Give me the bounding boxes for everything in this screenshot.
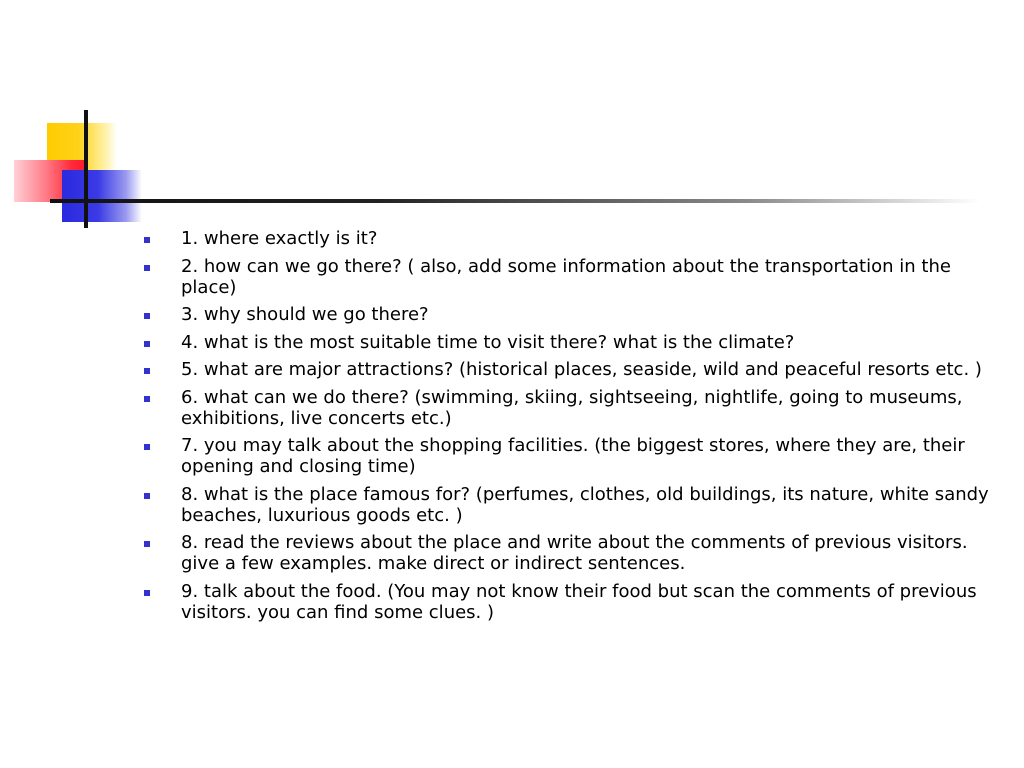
blue-square-decoration xyxy=(62,170,142,222)
list-item xyxy=(140,387,995,429)
vertical-rule xyxy=(84,110,88,228)
square-bullet-icon xyxy=(144,541,150,547)
horizontal-rule xyxy=(50,199,980,203)
square-bullet-icon xyxy=(144,341,150,347)
list-item-text: 6. what can we do there? (swimming, skiing, sightseeing, nightlife, going to museums, exhibitions, live concerts etc.) xyxy=(181,386,963,429)
list-item-text: 3. why should we go there? xyxy=(181,304,429,325)
list-item-text: 8. what is the place famous for? (perfumes, clothes, old buildings, its nature, white sandy beaches, luxurious goods etc. ) xyxy=(181,483,989,526)
square-bullet-icon xyxy=(144,493,150,499)
list-item-text: 7. you may talk about the shopping facilities. (the biggest stores, where they are, their opening and closing time) xyxy=(181,435,965,477)
list-item xyxy=(140,532,995,574)
list-item xyxy=(140,484,995,526)
list-item-text: 8. read the reviews about the place and write about the comments of previous visitors. give a few examples. make direct or indirect sentences. xyxy=(181,532,968,574)
list-item xyxy=(140,359,995,380)
list-item-text: 2. how can we go there? ( also, add some information about the transportation in the place) xyxy=(181,255,951,298)
list-item xyxy=(140,581,995,623)
slide-content xyxy=(140,228,995,629)
list-item-text: 1. where exactly is it? xyxy=(181,228,378,249)
list-item xyxy=(140,256,995,298)
square-bullet-icon xyxy=(144,313,150,319)
list-item xyxy=(140,304,995,325)
list-item-text: 5. what are major attractions? (historical places, seaside, wild and peaceful resorts etc. ) xyxy=(181,359,982,380)
square-bullet-icon xyxy=(144,265,150,271)
square-bullet-icon xyxy=(144,237,150,243)
list-item-text: 9. talk about the food. (You may not know their food but scan the comments of previous visitors. you can find some clues. ) xyxy=(181,580,977,623)
square-bullet-icon xyxy=(144,444,150,450)
list-item xyxy=(140,435,995,477)
bullet-list xyxy=(140,228,995,623)
square-bullet-icon xyxy=(144,368,150,374)
square-bullet-icon xyxy=(144,396,150,402)
square-bullet-icon xyxy=(144,590,150,596)
list-item xyxy=(140,332,995,353)
list-item xyxy=(140,228,995,249)
list-item-text: 4. what is the most suitable time to visit there? what is the climate? xyxy=(181,331,795,353)
